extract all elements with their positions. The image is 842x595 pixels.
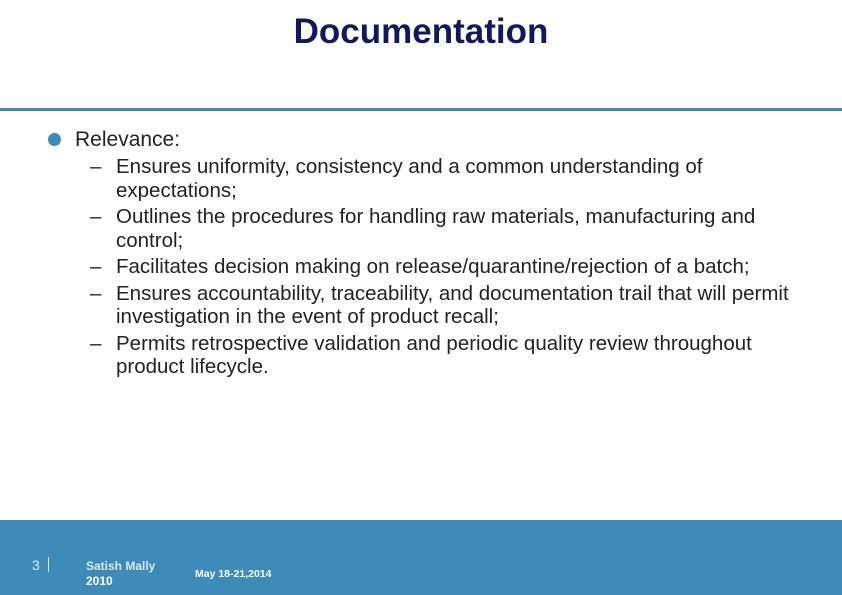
sub-bullet-item [90,205,810,252]
bullet-dot-icon [48,133,61,146]
footer-year: 2010 [86,574,113,588]
sub-bullet-text: Facilitates decision making on release/quarantine/rejection of a batch; [116,255,750,278]
sub-bullet-item [90,155,810,202]
sub-bullet-item [90,282,810,329]
dash-icon: – [90,155,102,178]
slide-title: Documentation [293,12,549,51]
sub-bullet-text: Ensures accountability, traceability, and documentation trail that will permit investigation in the event of product recall; [116,281,789,328]
page-number-divider [48,557,49,572]
dash-icon: – [90,255,102,278]
footer-bar [0,520,842,595]
sub-bullet-item [90,332,810,379]
sub-bullet-text: Outlines the procedures for handling raw materials, manufacturing and control; [116,205,756,252]
dash-icon: – [90,331,102,355]
sub-bullet-text: Permits retrospective validation and periodic quality review throughout product lifecycle. [116,331,752,378]
sub-bullet-text: Ensures uniformity, consistency and a common understanding of expectations; [116,155,703,202]
sub-bullet-list [90,155,810,382]
sub-bullet-item [90,255,810,279]
footer-date: May 18-21,2014 [195,568,272,580]
page-number: 3 [32,557,40,573]
dash-icon: – [90,205,102,228]
footer-author: Satish Mally [86,559,156,573]
bullet-label: Relevance: [75,128,181,151]
dash-icon: – [90,281,102,305]
title-divider [0,108,842,111]
